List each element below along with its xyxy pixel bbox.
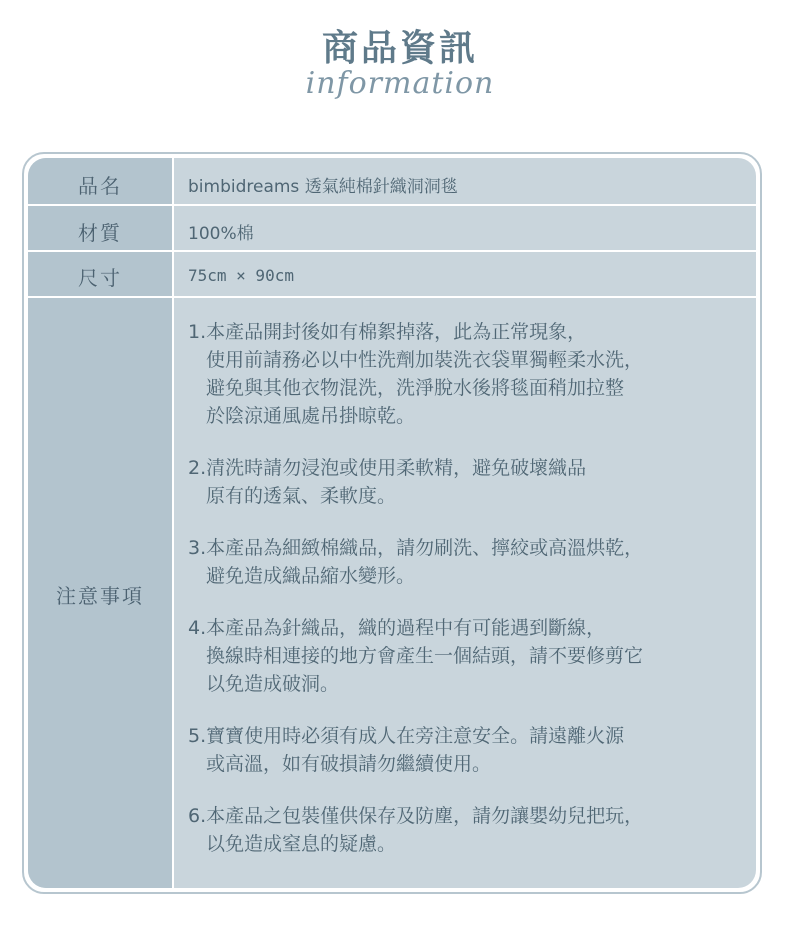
care-note-2: [188, 454, 756, 510]
spec-table-panel: [28, 158, 756, 888]
care-note-3: [188, 534, 756, 590]
care-notes: [188, 318, 756, 882]
row-divider: [28, 204, 756, 206]
note-line: 3.本產品為細緻棉織品，請勿刷洗、擰絞或高溫烘乾，: [188, 537, 644, 559]
note-line: 換線時相連接的地方會產生一個結頭，請不要修剪它: [206, 645, 644, 667]
note-line: 使用前請務必以中性洗劑加裝洗衣袋單獨輕柔水洗，: [206, 349, 644, 371]
row-divider: [28, 250, 756, 252]
note-line: 避免造成織品縮水變形。: [206, 565, 416, 587]
note-line: 1.本產品開封後如有棉絮掉落，此為正常現象，: [188, 321, 587, 343]
note-line: 原有的透氣、柔軟度。: [206, 485, 397, 507]
column-divider: [172, 158, 174, 888]
note-line: 或高溫，如有破損請勿繼續使用。: [206, 753, 492, 775]
page-title: 商品資訊: [321, 28, 478, 69]
note-line: 2.清洗時請勿浸泡或使用柔軟精，避免破壞織品: [188, 457, 587, 479]
material-label: 材質: [78, 221, 122, 245]
page-subtitle: information: [305, 66, 495, 101]
note-line: 5.寶寶使用時必須有成人在旁注意安全。請遠離火源: [188, 725, 625, 747]
care-note-4: [188, 614, 756, 698]
care-note-5: [188, 722, 756, 778]
row-divider: [28, 296, 756, 298]
note-line: 以免造成破洞。: [206, 673, 340, 695]
material-value: 100%棉: [188, 224, 254, 244]
note-line: 6.本產品之包裝僅供保存及防塵，請勿讓嬰幼兒把玩，: [188, 805, 644, 827]
care-note-6: [188, 802, 756, 858]
note-line: 避免與其他衣物混洗，洗淨脫水後將毯面稍加拉整: [206, 377, 625, 399]
care-note-1: [188, 318, 756, 430]
note-line: 以免造成窒息的疑慮。: [206, 833, 397, 855]
spec-table: [22, 152, 762, 894]
notes-label: 注意事項: [56, 584, 144, 608]
name-value: bimbidreams 透氣純棉針織洞洞毯: [188, 177, 458, 197]
name-label: 品名: [78, 174, 122, 198]
size-value: 75cm × 90cm: [188, 266, 294, 285]
size-label: 尺寸: [78, 266, 122, 290]
note-line: 於陰涼通風處吊掛晾乾。: [206, 405, 416, 427]
note-line: 4.本產品為針織品，織的過程中有可能遇到斷線，: [188, 617, 606, 639]
